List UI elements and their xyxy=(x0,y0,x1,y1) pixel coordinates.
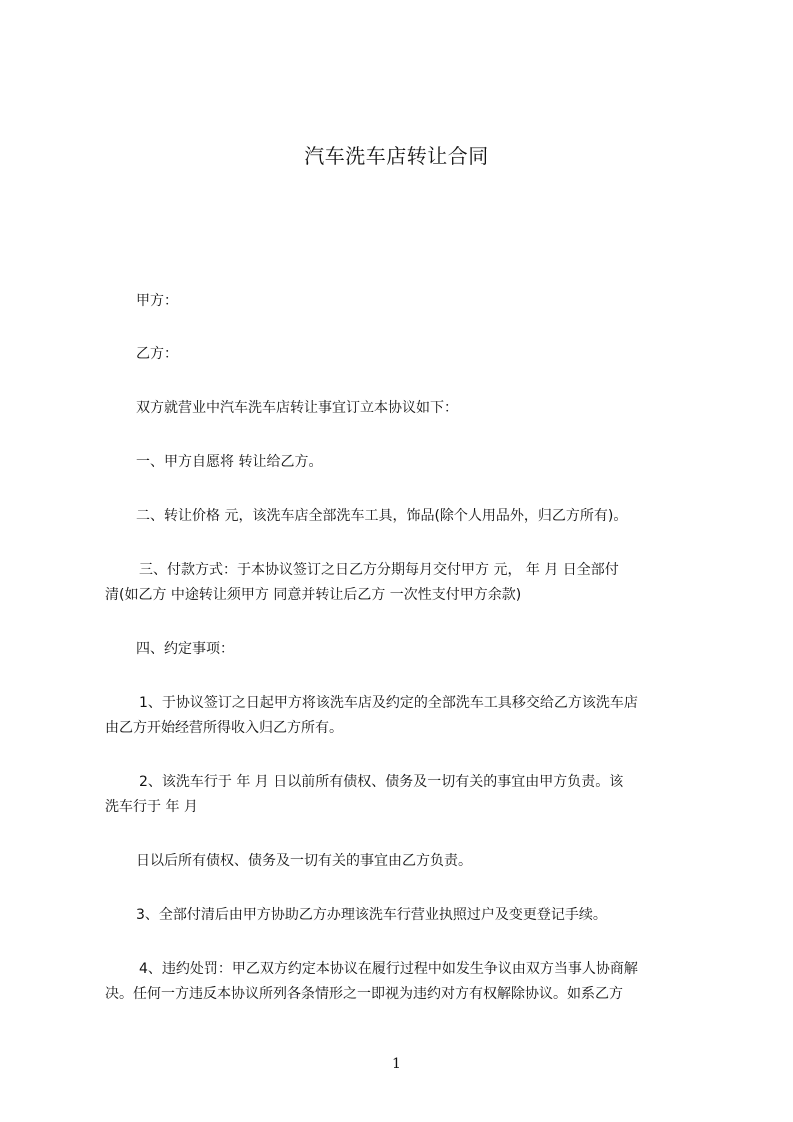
paragraph-line: 四、约定事项： xyxy=(136,641,234,657)
paragraph-line: 1、于协议签订之日起甲方将该洗车店及约定的全部洗车工具移交给乙方该洗车店 xyxy=(139,695,638,711)
paragraph-item-3 xyxy=(136,903,607,928)
paragraph-party-b xyxy=(136,342,178,367)
document-title: 汽车洗车店转让合同 xyxy=(304,144,489,168)
paragraph-item-1 xyxy=(105,691,638,741)
paragraph-clause-2 xyxy=(136,504,627,529)
page-number: 1 xyxy=(392,1056,401,1072)
paragraph-item-4 xyxy=(105,957,638,1007)
paragraph-line: 二、转让价格 元，该洗车店全部洗车工具，饰品(除个人用品外，归乙方所有)。 xyxy=(136,508,628,524)
paragraph-clause-4 xyxy=(136,637,234,662)
paragraph-line: 双方就营业中汽车洗车店转让事宜订立本协议如下： xyxy=(136,400,458,416)
paragraph-line: 3、全部付清后由甲方协助乙方办理该洗车行营业执照过户及变更登记手续。 xyxy=(136,907,607,923)
paragraph-line: 乙方： xyxy=(136,346,178,362)
paragraph-line: 2、该洗车行于 年 月 日以前所有债权、债务及一切有关的事宜由甲方负责。该 xyxy=(139,774,624,790)
paragraph-clause-1 xyxy=(136,450,322,475)
paragraph-line: 4、违约处罚：甲乙双方约定本协议在履行过程中如发生争议由双方当事人协商解 xyxy=(139,961,638,977)
paragraph-line: 三、付款方式：于本协议签订之日乙方分期每月交付甲方 元， 年 月 日全部付 xyxy=(139,562,619,578)
paragraph-intro xyxy=(136,396,458,421)
paragraph-party-a xyxy=(136,289,178,314)
paragraph-line: 甲方： xyxy=(136,293,178,309)
paragraph-line: 日以后所有债权、债务及一切有关的事宜由乙方负责。 xyxy=(136,853,472,869)
paragraph-line: 清(如乙方 中途转让须甲方 同意并转让后乙方 一次性支付甲方余款) xyxy=(105,587,522,603)
paragraph-clause-3 xyxy=(105,558,619,608)
paragraph-line: 决。任何一方违反本协议所列各条情形之一即视为违约对方有权解除协议。如系乙方 xyxy=(105,986,623,1002)
paragraph-line: 一、甲方自愿将 转让给乙方。 xyxy=(136,454,323,470)
paragraph-line: 洗车行于 年 月 xyxy=(105,799,198,815)
paragraph-item-2-continued xyxy=(136,849,472,874)
paragraph-line: 由乙方开始经营所得收入归乙方所有。 xyxy=(105,720,343,736)
paragraph-item-2 xyxy=(105,770,623,820)
